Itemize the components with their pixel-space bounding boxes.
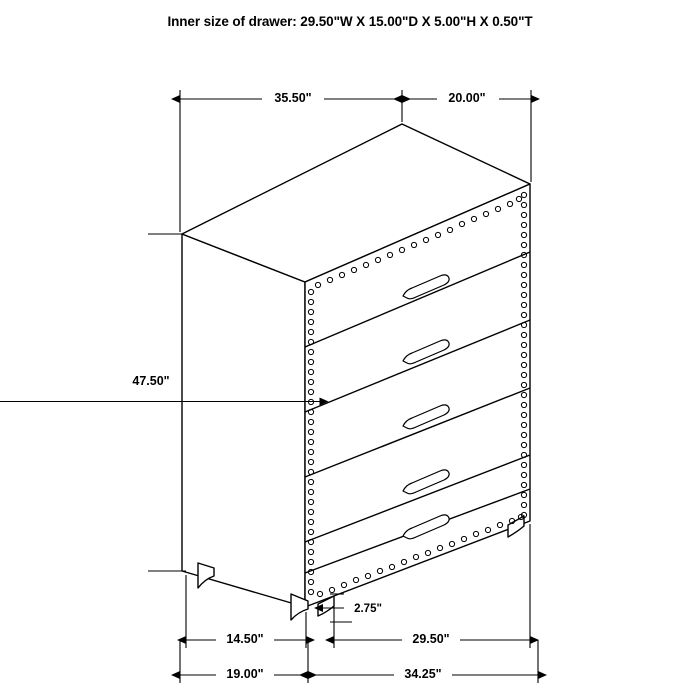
label-top-front-width: 35.50" [274,91,312,105]
label-base-side-depth: 19.00" [226,667,264,681]
label-leg-height: 2.75" [354,603,382,615]
leg-left-rear [198,563,214,588]
label-top-side-depth: 20.00" [448,91,486,105]
label-lower-front-width: 29.50" [412,632,450,646]
chest-left-side-panel [182,234,305,607]
label-overall-height: 47.50" [132,374,170,388]
page-title: Inner size of drawer: 29.50"W X 15.00"D X 5.00"H X 0.50"T [167,14,533,29]
label-lower-side-depth: 14.50" [226,632,264,646]
chest-illustration [182,124,530,620]
label-base-front-width: 34.25" [404,667,442,681]
